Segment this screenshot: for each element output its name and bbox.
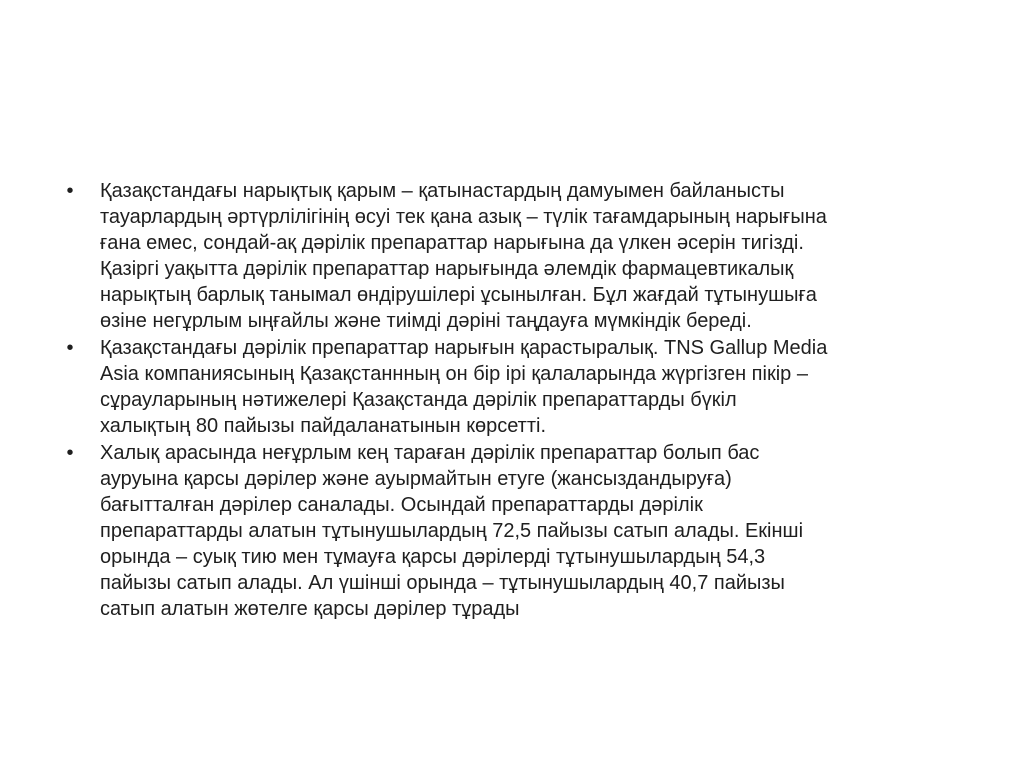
bullet-line: орында – суық тию мен тұмауға қарсы дәрілерді тұтынушылардың 54,3 xyxy=(100,546,766,568)
bullet-icon: • xyxy=(66,180,74,202)
bullet-line: Халық арасында неғұрлым кең тараған дәрілік препараттар болып бас xyxy=(100,442,760,464)
bullet-line: өзіне негұрлым ыңғайлы және тиімді дәріні таңдауға мүмкіндік береді. xyxy=(100,310,752,332)
bullet-line: Қазақстандағы дәрілік препараттар нарығын қарастыралық. TNS Gallup Media xyxy=(100,337,828,359)
bullet-line: ауруына қарсы дәрілер және ауырмайтын етуге (жансыздандыруға) xyxy=(100,468,732,490)
bullet-item-1 xyxy=(66,178,1000,334)
bullet-line: сұрауларының нәтижелері Қазақстанда дәрілік препараттарды бүкіл xyxy=(100,389,737,411)
bullet-line: бағытталған дәрілер саналады. Осындай препараттарды дәрілік xyxy=(100,494,703,516)
bullet-line: пайызы сатып алады. Ал үшінші орында – тұтынушылардың 40,7 пайызы xyxy=(100,572,785,594)
bullet-line: нарықтың барлық танымал өндірушілері ұсынылған. Бұл жағдай тұтынушыға xyxy=(100,284,817,306)
bullet-line: препараттарды алатын тұтынушылардың 72,5 пайызы сатып алады. Екінші xyxy=(100,520,804,542)
bullet-item-3 xyxy=(66,440,1000,622)
bullet-line: тауарлардың әртүрлілігінің өсуі тек қана азық – түлік тағамдарының нарығына xyxy=(100,206,827,228)
bullet-line: Asia компаниясының Қазақстаннның он бір ірі қалаларында жүргізген пікір – xyxy=(100,363,808,385)
bullet-line: Қазақстандағы нарықтық қарым – қатынастардың дамуымен байланысты xyxy=(100,180,785,202)
bullet-line: сатып алатын жөтелге қарсы дәрілер тұрады xyxy=(100,598,520,620)
bullet-line: халықтың 80 пайызы пайдаланатынын көрсетті. xyxy=(100,415,547,437)
bullet-line: ғана емес, сондай-ақ дәрілік препараттар нарығына да үлкен әсерін тигізді. xyxy=(100,232,804,254)
bullet-line: Қазіргі уақытта дәрілік препараттар нарығында әлемдік фармацевтикалық xyxy=(100,258,794,280)
bullet-list xyxy=(66,178,1000,623)
bullet-item-2 xyxy=(66,335,1000,439)
bullet-icon: • xyxy=(66,337,74,359)
bullet-icon: • xyxy=(66,442,74,464)
